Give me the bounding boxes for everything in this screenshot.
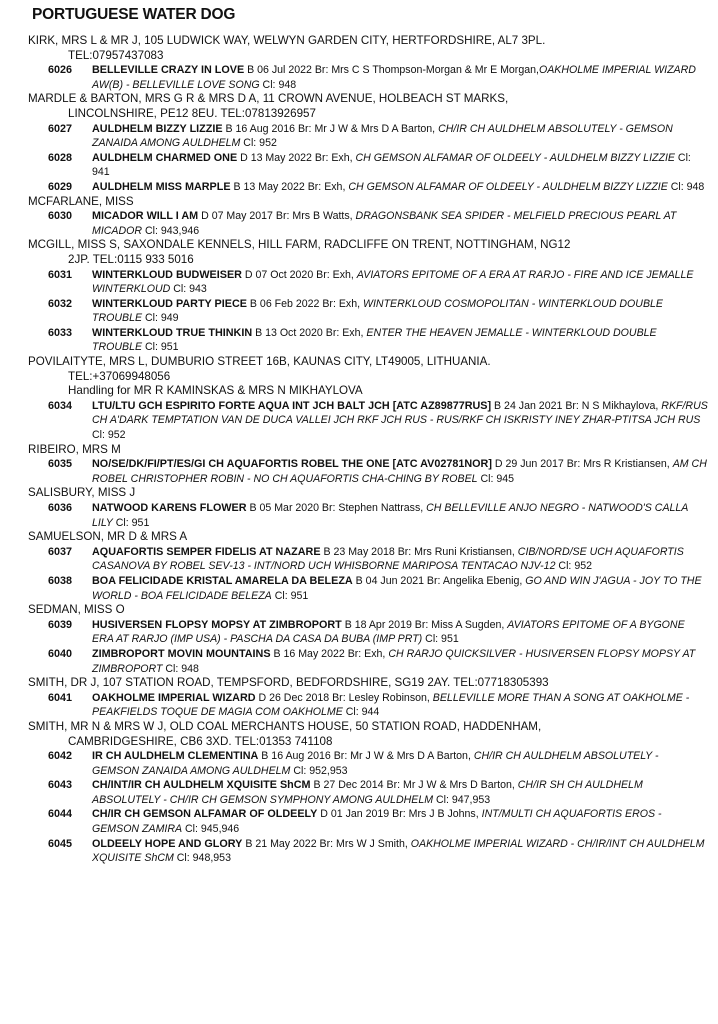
owner-block (28, 34, 708, 63)
dog-details: B 16 May 2022 Br: Exh, (270, 647, 389, 660)
owner-contact: CAMBRIDGESHIRE, CB6 3XD. TEL:01353 741108 (68, 734, 333, 748)
entry-number: 6026 (48, 64, 73, 77)
class-numbers: Cl: 948 (667, 180, 705, 193)
pedigree: CH RARJO QUICKSILVER - HUSIVERSEN FLOPSY MOPSY AT ZIMBROPORT (92, 647, 696, 675)
owner-contact: TEL:07957437083 (68, 48, 164, 62)
pedigree: DRAGONSBANK SEA SPIDER - MELFIELD PRECIOUS PEARL AT MICADOR (92, 210, 677, 237)
pedigree: GO AND WIN J'AGUA - JOY TO THE WORLD - BOA FELICIDADE BELEZA (92, 574, 702, 602)
class-numbers: Cl: 951 (271, 589, 309, 602)
entry-number: 6032 (48, 297, 73, 310)
owner-block (28, 676, 708, 691)
dog-details: B 13 May 2022 Br: Exh, (230, 180, 349, 193)
pedigree: BELLEVILLE MORE THAN A SONG AT OAKHOLME - PEAKFIELDS TOQUE DE MAGIA COM OAKHOLME (92, 691, 690, 719)
class-numbers: Cl: 952 (92, 429, 126, 442)
owner-contact: 2JP. TEL:0115 933 5016 (68, 252, 194, 266)
dog-name: AULDHELM MISS MARPLE (92, 180, 231, 193)
pedigree: CH/IR CH AULDHELM ABSOLUTELY - GEMSON ZANAIDA AMONG AULDHELM (92, 750, 659, 777)
entry-number: 6044 (48, 808, 73, 821)
pedigree: AVIATORS EPITOME OF A ERA AT RARJO - FIRE AND ICE JEMALLE WINTERKLOUD (92, 268, 694, 296)
class-numbers: Cl: 947,953 (433, 793, 491, 806)
class-numbers: Cl: 943,946 (142, 224, 200, 237)
dog-details: D 26 Dec 2018 Br: Lesley Robinson, (255, 691, 433, 704)
class-numbers: Cl: 951 (142, 341, 179, 354)
dog-name: WINTERKLOUD PARTY PIECE (92, 297, 247, 310)
owner-block (28, 355, 708, 384)
dog-details: D 29 Jun 2017 Br: Mrs R Kristiansen, (491, 458, 673, 471)
dog-details: D 07 May 2017 Br: Mrs B Watts, (198, 210, 356, 223)
class-numbers: Cl: 952 (555, 560, 592, 573)
class-numbers: Cl: 951 (422, 633, 459, 646)
class-numbers: Cl: 943 (170, 283, 207, 296)
owner-name-address: MARDLE & BARTON, MRS G R & MRS D A, 11 CROWN AVENUE, HOLBEACH ST MARKS, (28, 92, 509, 106)
dog-details: B 16 Aug 2016 Br: Mr J W & Mrs D A Barton, (258, 750, 474, 763)
entry-row (28, 122, 708, 151)
dog-name: LTU/LTU GCH ESPIRITO FORTE AQUA INT JCH BALT JCH [ATC AZ89877RUS] (92, 399, 492, 412)
entry-row (28, 501, 708, 530)
owner-contact: TEL:+37069948056 (68, 369, 171, 383)
dog-details: B 23 May 2018 Br: Mrs Runi Kristiansen, (320, 545, 518, 558)
dog-name: NO/SE/DK/FI/PT/ES/GI CH AQUAFORTIS ROBEL THE ONE [ATC AV02781NOR] (92, 458, 492, 471)
dog-name: NATWOOD KARENS FLOWER (92, 502, 247, 514)
pedigree: CH/IR CH AULDHELM ABSOLUTELY - GEMSON ZANAIDA AMONG AULDHELM (92, 122, 673, 150)
entry-number: 6027 (48, 122, 73, 135)
owner-name-address: MCGILL, MISS S, SAXONDALE KENNELS, HILL FARM, RADCLIFFE ON TRENT, NOTTINGHAM, NG12 (28, 238, 571, 252)
entry-row (28, 209, 708, 238)
dog-details: B 13 Oct 2020 Br: Exh, (252, 326, 367, 339)
entry-row (28, 545, 708, 574)
class-numbers: Cl: 952,953 (290, 764, 348, 777)
owner-name-address: SALISBURY, MISS J (28, 486, 136, 500)
dog-name: MICADOR WILL I AM (92, 210, 199, 223)
pedigree: CIB/NORD/SE UCH AQUAFORTIS CASANOVA BY ROBEL SEV-13 - INT/NORD UCH WHISBORNE MARIPOSA TENTACAO NJV-12 (92, 545, 684, 573)
entry-number: 6039 (48, 618, 73, 631)
entry-row (28, 268, 708, 297)
owner-name-address: RIBEIRO, MRS M (28, 442, 121, 456)
dog-name: OLDEELY HOPE AND GLORY (92, 837, 243, 850)
breed-title: PORTUGUESE WATER DOG (32, 6, 236, 23)
dog-name: OAKHOLME IMPERIAL WIZARD (92, 691, 256, 704)
owner-block (28, 720, 708, 749)
owner-block (28, 92, 708, 121)
owner-name-address: MCFARLANE, MISS (28, 194, 134, 208)
pedigree: WINTERKLOUD COSMOPOLITAN - WINTERKLOUD DOUBLE TROUBLE (92, 297, 663, 325)
entry-number: 6038 (48, 574, 73, 587)
owner-name-address: KIRK, MRS L & MR J, 105 LUDWICK WAY, WELWYN GARDEN CITY, HERTFORDSHIRE, AL7 3PL. (28, 34, 546, 47)
entry-number: 6037 (48, 545, 73, 558)
dog-name: WINTERKLOUD TRUE THINKIN (92, 326, 253, 339)
dog-details: D 07 Oct 2020 Br: Exh, (241, 268, 357, 281)
dog-details: B 06 Jul 2022 Br: Mrs C S Thompson-Morgan & Mr E Morgan, (244, 64, 539, 77)
dog-details: D 01 Jan 2019 Br: Mrs J B Johns, (317, 808, 482, 821)
pedigree: OAKHOLME IMPERIAL WIZARD - CH/IR/INT CH AULDHELM XQUISITE ShCM (92, 837, 705, 865)
entry-row (28, 749, 708, 778)
entry-number: 6043 (48, 779, 73, 792)
class-numbers: Cl: 952 (240, 137, 277, 150)
owner-name-address: SEDMAN, MISS O (28, 603, 125, 617)
entry-number: 6029 (48, 180, 73, 193)
entry-row (28, 618, 708, 647)
entry-number: 6030 (48, 210, 73, 223)
owner-name-address: SMITH, DR J, 107 STATION ROAD, TEMPSFORD, BEDFORDSHIRE, SG19 2AY. TEL:07718305393 (28, 676, 549, 690)
dog-details: D 13 May 2022 Br: Exh, (237, 151, 356, 164)
dog-name: AQUAFORTIS SEMPER FIDELIS AT NAZARE (92, 545, 321, 558)
owner-name-address: SAMUELSON, MR D & MRS A (28, 530, 188, 544)
pedigree: AM CH ROBEL CHRISTOPHER ROBIN - NO CH AQUAFORTIS CHA-CHING BY ROBEL (92, 458, 707, 485)
entry-number: 6042 (48, 750, 73, 763)
class-numbers: Cl: 941 (92, 151, 691, 179)
entry-row (28, 326, 708, 355)
class-numbers: Cl: 949 (142, 312, 179, 325)
dog-details: B 24 Jan 2021 Br: N S Mikhaylova, (491, 399, 662, 412)
dog-details: B 05 Mar 2020 Br: Stephen Nattrass, (246, 502, 427, 514)
entry-number: 6031 (48, 268, 73, 281)
owner-block (28, 443, 708, 458)
pedigree: CH GEMSON ALFAMAR OF OLDEELY - AULDHELM BIZZY LIZZIE (355, 151, 675, 164)
entry-row (28, 63, 708, 92)
pedigree: CH GEMSON ALFAMAR OF OLDEELY - AULDHELM BIZZY LIZZIE (348, 180, 668, 193)
dog-name: HUSIVERSEN FLOPSY MOPSY AT ZIMBROPORT (92, 618, 342, 631)
entry-row (28, 691, 708, 720)
entry-row (28, 457, 708, 486)
entry-row (28, 180, 708, 195)
dog-name: CH/IR CH GEMSON ALFAMAR OF OLDEELY (92, 808, 318, 821)
class-numbers: Cl: 948 (162, 662, 199, 675)
handling-note: Handling for MR R KAMINSKAS & MRS N MIKHAYLOVA (68, 384, 363, 398)
owner-block (28, 195, 708, 210)
entry-row (28, 297, 708, 326)
entry-row (28, 399, 708, 443)
dog-details: B 16 Aug 2016 Br: Mr J W & Mrs D A Barton, (222, 122, 439, 135)
dog-name: ZIMBROPORT MOVIN MOUNTAINS (92, 647, 271, 660)
pedigree: OAKHOLME IMPERIAL WIZARD AW(B) - BELLEVILLE LOVE SONG (92, 64, 696, 91)
entry-number: 6045 (48, 837, 73, 850)
dog-name: BELLEVILLE CRAZY IN LOVE (92, 64, 245, 77)
dog-details: B 06 Feb 2022 Br: Exh, (246, 297, 363, 310)
dog-name: IR CH AULDHELM CLEMENTINA (92, 750, 259, 763)
entry-number: 6040 (48, 647, 73, 660)
entry-row (28, 574, 708, 603)
dog-name: BOA FELICIDADE KRISTAL AMARELA DA BELEZA (92, 574, 353, 587)
owner-name-address: SMITH, MR N & MRS W J, OLD COAL MERCHANTS HOUSE, 50 STATION ROAD, HADDENHAM, (28, 719, 542, 733)
entry-row (28, 837, 708, 866)
pedigree: ENTER THE HEAVEN JEMALLE - WINTERKLOUD DOUBLE TROUBLE (92, 326, 657, 354)
owner-block (28, 603, 708, 618)
owner-block (28, 486, 708, 501)
entry-number: 6033 (48, 326, 73, 339)
entry-row (28, 807, 708, 836)
class-numbers: Cl: 951 (112, 516, 150, 529)
catalogue-page (28, 6, 708, 866)
dog-name: AULDHELM BIZZY LIZZIE (92, 122, 223, 135)
entry-number: 6028 (48, 151, 73, 164)
dog-details: B 21 May 2022 Br: Mrs W J Smith, (242, 837, 411, 850)
dog-name: WINTERKLOUD BUDWEISER (92, 268, 242, 281)
class-numbers: Cl: 945,946 (182, 823, 240, 836)
dog-details: B 27 Dec 2014 Br: Mr J W & Mrs D Barton, (310, 779, 518, 792)
dog-name: AULDHELM CHARMED ONE (92, 151, 238, 164)
entry-row (28, 778, 708, 807)
class-numbers: Cl: 948 (259, 78, 297, 91)
owner-block (28, 238, 708, 267)
pedigree: CH BELLEVILLE ANJO NEGRO - NATWOOD'S CALLA LILY (92, 502, 688, 529)
dog-details: B 04 Jun 2021 Br: Angelika Ebenig, (352, 574, 526, 587)
dog-name: CH/INT/IR CH AULDHELM XQUISITE ShCM (92, 779, 311, 792)
owner-list (28, 34, 708, 866)
class-numbers: Cl: 948,953 (173, 852, 231, 865)
owner-contact: LINCOLNSHIRE, PE12 8EU. TEL:07813926957 (68, 106, 316, 120)
owner-block (28, 530, 708, 545)
entry-row (28, 647, 708, 676)
owner-name-address: POVILAITYTE, MRS L, DUMBURIO STREET 16B, KAUNAS CITY, LT49005, LITHUANIA. (28, 355, 491, 369)
pedigree: INT/MULTI CH AQUAFORTIS EROS - GEMSON ZAMIRA (92, 808, 662, 836)
entry-number: 6041 (48, 691, 73, 704)
pedigree: RKF/RUS CH A'DARK TEMPTATION VAN DE DUCA VALLEI JCH RKF JCH RUS - RUS/RKF CH ISKRISTY INEY ZHAR-PTITSA JCH RUS (92, 399, 708, 427)
class-numbers: Cl: 944 (342, 706, 380, 719)
pedigree: AVIATORS EPITOME OF A BYGONE ERA AT RARJO (IMP USA) - PASCHA DA CASA DA BUBA (IMP PRT) (92, 618, 685, 646)
dog-details: B 18 Apr 2019 Br: Miss A Sugden, (341, 618, 508, 631)
entry-number: 6035 (48, 458, 73, 471)
class-numbers: Cl: 945 (477, 472, 515, 485)
entry-number: 6034 (48, 399, 73, 412)
pedigree: CH/IR SH CH AULDHELM ABSOLUTELY - CH/IR CH GEMSON SYMPHONY AMONG AULDHELM (92, 779, 643, 806)
entry-number: 6036 (48, 502, 73, 514)
entry-row (28, 151, 708, 180)
